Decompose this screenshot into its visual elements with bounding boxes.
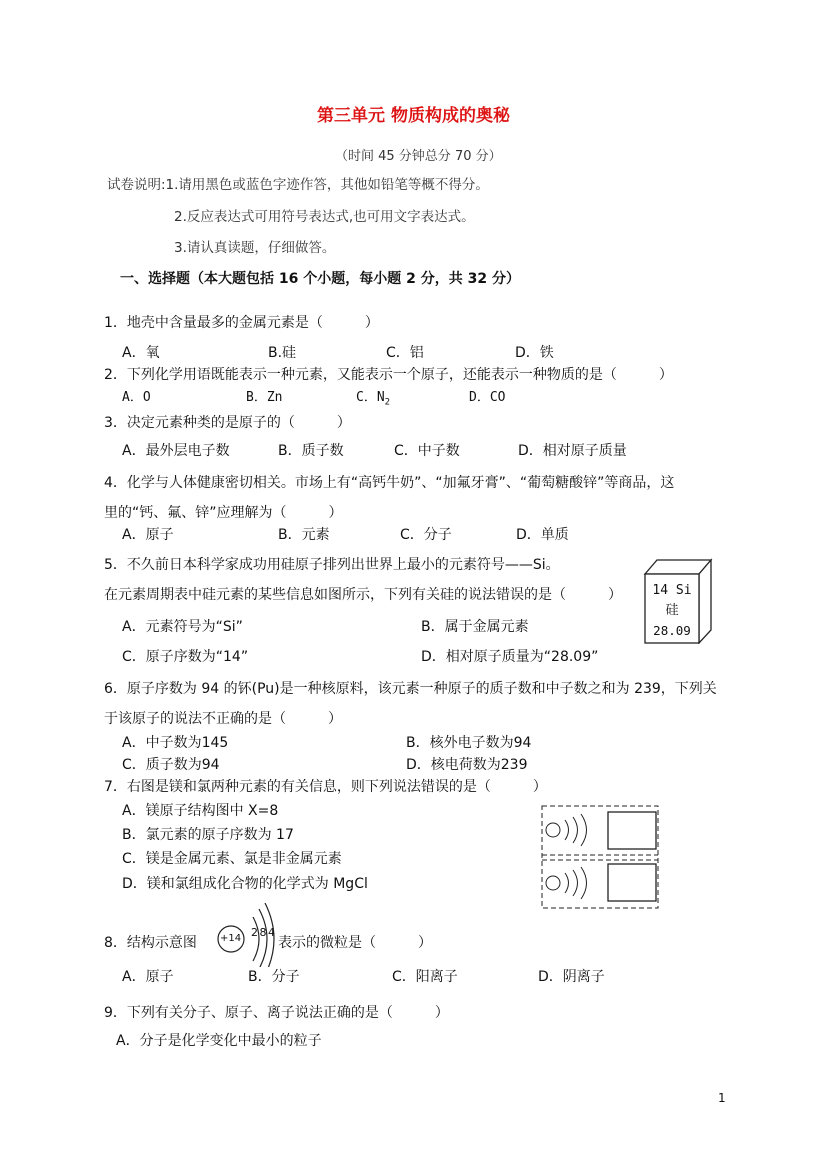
q6-option-a: A．中子数为145 xyxy=(122,735,229,751)
q2-option-c: C．$N_2$ xyxy=(356,390,391,408)
q8-option-c: C．阳离子 xyxy=(392,969,458,985)
section-heading: 一、选择题（本大题包括 16 个小题，每小题 2 分，共 32 分） xyxy=(120,271,520,287)
question-3-stem: 3．决定元素种类的是原子的（ ） xyxy=(104,415,351,431)
instruction-line-3: 3.请认真读题，仔细做答。 xyxy=(174,240,336,256)
instruction-line-1: 试卷说明:1.请用黑色或蓝色字迹作答，其他如铅笔等概不得分。 xyxy=(107,177,489,193)
question-1-stem: 1．地壳中含量最多的金属元素是（ ） xyxy=(104,315,379,331)
question-8-stem-suffix: 表示的微粒是（ ） xyxy=(278,935,432,951)
q5-option-b: B．属于金属元素 xyxy=(421,619,529,635)
question-2-stem: 2．下列化学用语既能表示一种元素，又能表示一个原子，还能表示一种物质的是（ ） xyxy=(104,367,673,383)
question-6-stem-line-1: 6．原子序数为 94 的钚(Pu)是一种核原料，该元素一种原子的质子数和中子数之和为 239，下列关 xyxy=(104,681,717,697)
question-5-stem-line-1: 5．不久前日本科学家成功用硅原子排列出世界上最小的元素符号——Si。 xyxy=(104,557,560,573)
q1-option-b: B.硅 xyxy=(268,345,297,361)
q3-option-b: B．质子数 xyxy=(278,443,344,459)
element-card-number-symbol: 14 Si xyxy=(652,583,692,598)
q2-option-c-subscript: 2 xyxy=(384,397,391,408)
q6-option-c: C．质子数为94 xyxy=(122,757,220,773)
element-card-mass: 28.09 xyxy=(653,623,691,638)
question-4-stem-line-2: 里的“钙、氟、锌”应理解为（ ） xyxy=(104,505,343,521)
question-5-stem-line-2: 在元素周期表中硅元素的某些信息如图所示，下列有关硅的说法错误的是（ ） xyxy=(104,587,622,603)
silicon-element-card xyxy=(641,556,713,644)
electron-shell-counts: 2 8 4 xyxy=(251,926,274,939)
mg-cl-info-diagram xyxy=(541,805,659,909)
q1-option-a: A．氧 xyxy=(122,345,160,361)
q6-option-d: D．核电荷数为239 xyxy=(406,757,528,773)
mg-cl-diagram-figure xyxy=(541,805,659,909)
question-8-stem-prefix: 8．结构示意图 xyxy=(104,935,197,951)
question-7-stem: 7．右图是镁和氯两种元素的有关信息，则下列说法错误的是（ ） xyxy=(104,779,547,795)
time-and-score: （时间 45 分钟总分 70 分） xyxy=(335,149,502,164)
question-9-stem: 9．下列有关分子、原子、离子说法正确的是（ ） xyxy=(104,1005,449,1021)
q4-option-b: B．元素 xyxy=(278,527,330,543)
q5-option-d: D．相对原子质量为“28.09” xyxy=(421,649,599,665)
question-6-stem-line-2: 于该原子的说法不正确的是（ ） xyxy=(104,711,342,727)
page-number: 1 xyxy=(718,1091,726,1105)
q6-option-b: B．核外电子数为94 xyxy=(406,735,532,751)
q2-option-a: A．O xyxy=(122,390,151,405)
q3-option-d: D．相对原子质量 xyxy=(518,443,627,459)
q8-option-a: A．原子 xyxy=(122,969,174,985)
q4-option-d: D．单质 xyxy=(516,527,569,543)
instruction-line-2: 2.反应表达式可用符号表达式,也可用文字表达式。 xyxy=(174,209,475,225)
question-4-stem-line-1: 4．化学与人体健康密切相关。市场上有“高钙牛奶”、“加氟牙膏”、“葡萄糖酸锌”等商品，这 xyxy=(104,475,675,491)
q7-option-b: B．氯元素的原子序数为 17 xyxy=(122,827,294,843)
q7-option-a: A．镁原子结构图中 X=8 xyxy=(122,803,279,819)
q8-option-b: B．分子 xyxy=(248,969,300,985)
q7-option-d: D．镁和氯组成化合物的化学式为 MgCl xyxy=(122,876,368,892)
q4-option-a: A．原子 xyxy=(122,527,174,543)
q4-option-c: C．分子 xyxy=(400,527,452,543)
element-card-name: 硅 xyxy=(665,603,679,618)
q3-option-c: C．中子数 xyxy=(394,443,460,459)
q2-option-b: B．Zn xyxy=(246,390,283,405)
q2-option-d: D．CO xyxy=(469,390,506,405)
q1-option-c: C．铝 xyxy=(386,345,424,361)
atomic-nucleus-charge: +14 xyxy=(220,933,242,944)
q3-option-a: A．最外层电子数 xyxy=(122,443,230,459)
q1-option-d: D．铁 xyxy=(515,345,554,361)
q7-option-c: C．镁是金属元素、氯是非金属元素 xyxy=(122,851,342,867)
q9-option-a: A．分子是化学变化中最小的粒子 xyxy=(116,1033,322,1049)
q8-option-d: D．阴离子 xyxy=(538,969,605,985)
q5-option-c: C．原子序数为“14” xyxy=(122,649,249,665)
q5-option-a: A．元素符号为“Si” xyxy=(122,619,243,635)
page-title: 第三单元 物质构成的奥秘 xyxy=(317,106,510,126)
